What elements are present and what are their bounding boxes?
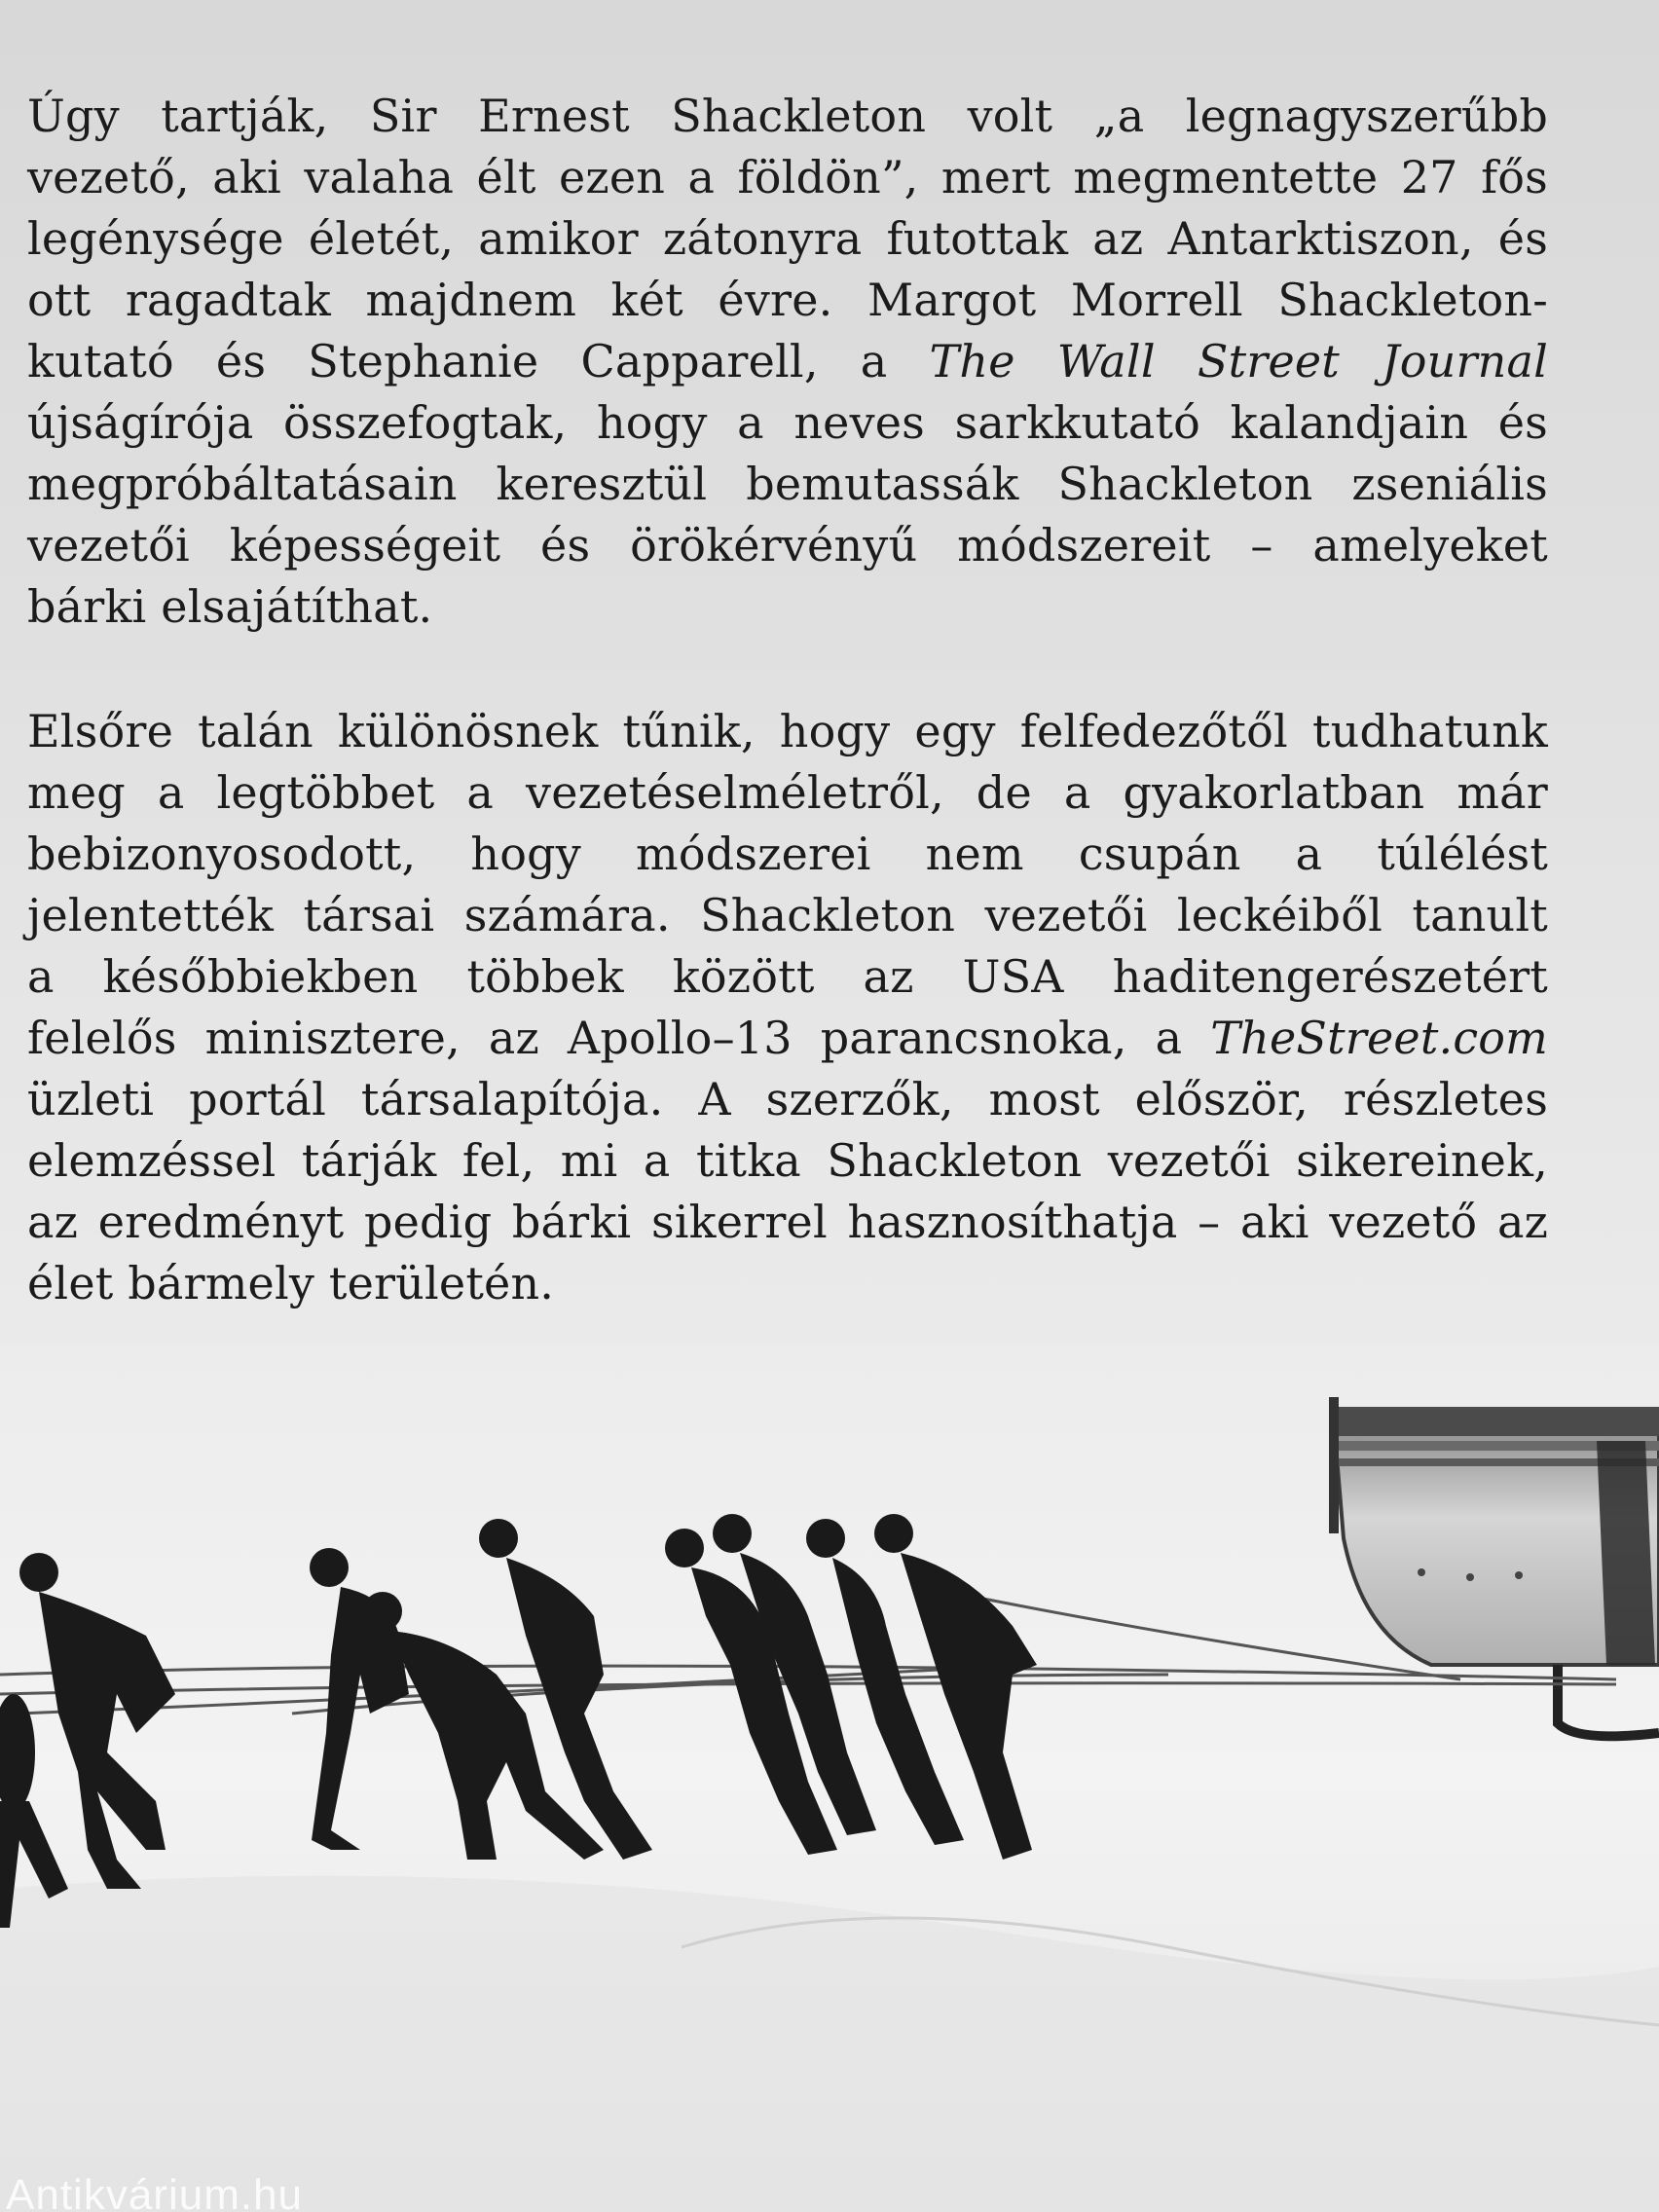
text-line-with-site	[27, 1008, 1548, 1069]
watermark: Antikvárium.hu	[6, 2171, 304, 2212]
newspaper-title: The Wall Street Journal	[929, 335, 1549, 387]
description-paragraph-2	[27, 701, 1548, 1314]
text-line: meg a legtöbbet a vezetéselméletről, de a gyakorlatban már	[27, 766, 1548, 819]
text-line: Úgy tartják, Sir Ernest Shackleton volt „a legnagyszerűbb	[27, 90, 1548, 142]
text-line: élet bármely területén.	[27, 1257, 555, 1309]
text-line: bebizonyosodott, hogy módszerei nem csupán a túlélést	[27, 828, 1548, 880]
text-line: vezetői képességeit és örökérvényű módszereit – amelyeket	[27, 519, 1548, 571]
text-line-segment: kutató és Stephanie Capparell, a	[27, 335, 930, 387]
text-line: Elsőre talán különösnek tűnik, hogy egy felfedezőtől tudhatunk	[27, 705, 1548, 757]
text-line: megpróbáltatásain keresztül bemutassák Shackleton zseniális	[27, 458, 1548, 510]
text-line: bárki elsajátíthat.	[27, 580, 433, 633]
text-line: az eredményt pedig bárki sikerrel hasznosíthatja – aki vezető az	[27, 1196, 1548, 1248]
text-line: elemzéssel tárják fel, mi a titka Shackleton vezetői sikereinek,	[27, 1134, 1548, 1187]
website-name: TheStreet.com	[1210, 1012, 1548, 1064]
text-line-segment: felelős minisztere, az Apollo–13 parancsnoka, a	[27, 1012, 1211, 1064]
text-line: ott ragadtak majdnem két évre. Margot Morrell Shackleton-	[27, 274, 1548, 326]
text-line: vezető, aki valaha élt ezen a földön”, mert megmentette 27 fős	[27, 151, 1548, 203]
text-line-with-title	[27, 331, 1548, 392]
text-line: üzleti portál társalapítója. A szerzők, most először, részletes	[27, 1073, 1548, 1125]
text-line: jelentették társai számára. Shackleton vezetői leckéiből tanult	[27, 889, 1548, 941]
description-paragraph-1	[27, 86, 1548, 638]
text-line: újságírója összefogtak, hogy a neves sarkkutató kalandjain és	[27, 396, 1548, 449]
expedition-photo	[0, 1344, 1659, 2212]
text-line: a későbbiekben többek között az USA haditengerészetért	[27, 950, 1548, 1003]
text-line: legénysége életét, amikor zátonyra futottak az Antarktiszon, és	[27, 212, 1548, 265]
